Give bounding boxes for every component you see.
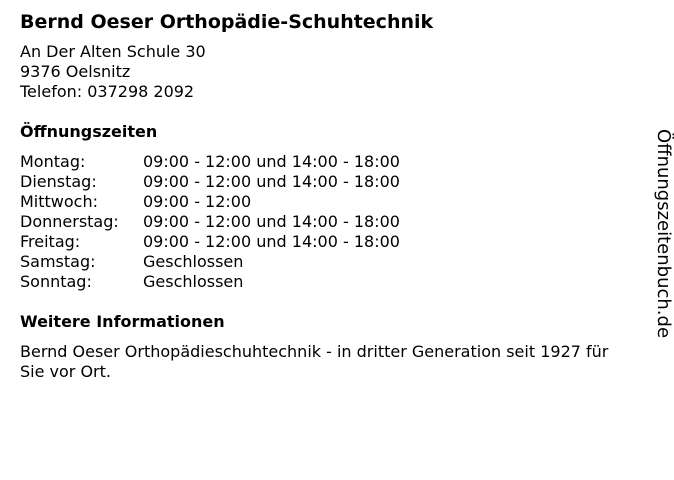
business-card <box>20 10 620 382</box>
hours-row-thursday <box>20 212 400 232</box>
hours-row-friday <box>20 232 400 252</box>
hours-value: Geschlossen <box>143 272 244 291</box>
hours-row-tuesday <box>20 172 400 192</box>
hours-value: 09:00 - 12:00 und 14:00 - 18:00 <box>143 152 400 171</box>
address-block <box>20 42 620 102</box>
opening-hours-table <box>20 152 400 292</box>
hours-row-sunday <box>20 272 400 292</box>
hours-value: Geschlossen <box>143 252 244 271</box>
day-label: Donnerstag: <box>20 212 119 231</box>
day-label: Dienstag: <box>20 172 97 191</box>
hours-row-saturday <box>20 252 400 272</box>
hours-value: 09:00 - 12:00 und 14:00 - 18:00 <box>143 232 400 251</box>
site-watermark: Öffnungszeitenbuch.de <box>653 129 674 339</box>
hours-value: 09:00 - 12:00 und 14:00 - 18:00 <box>143 212 400 231</box>
hours-value: 09:00 - 12:00 und 14:00 - 18:00 <box>143 172 400 191</box>
hours-value: 09:00 - 12:00 <box>143 192 252 211</box>
business-name: Bernd Oeser Orthopädie-Schuhtechnik <box>20 11 434 33</box>
address-street: An Der Alten Schule 30 <box>20 42 206 61</box>
day-label: Montag: <box>20 152 86 171</box>
more-info-text: Bernd Oeser Orthopädieschuhtechnik - in dritter Generation seit 1927 für Sie vor Ort. <box>20 342 609 381</box>
address-city: 9376 Oelsnitz <box>20 62 131 81</box>
day-label: Sonntag: <box>20 272 92 291</box>
hours-row-wednesday <box>20 192 400 212</box>
opening-hours-heading: Öffnungszeiten <box>20 122 158 141</box>
phone-number: Telefon: 037298 2092 <box>20 82 195 101</box>
hours-row-monday <box>20 152 400 172</box>
day-label: Freitag: <box>20 232 81 251</box>
day-label: Samstag: <box>20 252 96 271</box>
more-info-heading: Weitere Informationen <box>20 312 225 331</box>
day-label: Mittwoch: <box>20 192 98 211</box>
